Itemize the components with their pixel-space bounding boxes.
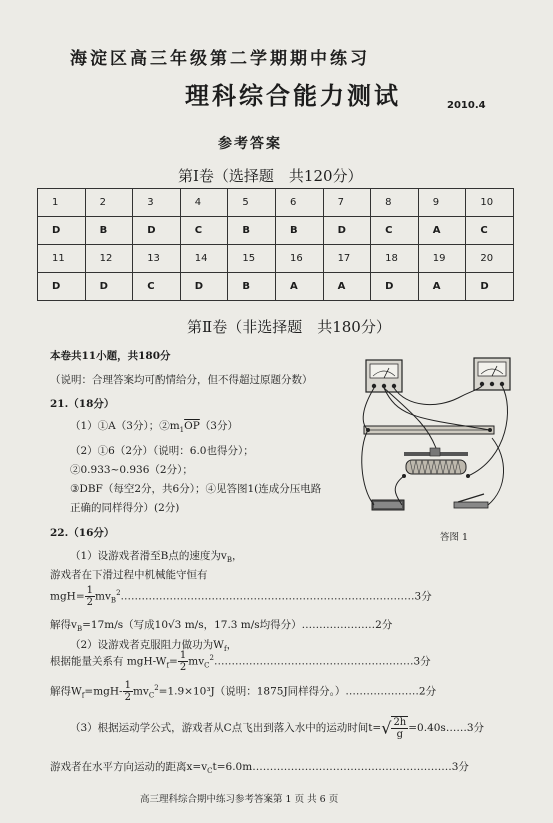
q21-line1-sub: 1: [179, 426, 185, 435]
q22-p1: [70, 548, 242, 564]
table-cell: B: [228, 273, 276, 301]
battery-icon: [372, 500, 404, 510]
q22-eq1-sub: B: [110, 596, 117, 605]
fraction-denominator: 2: [86, 597, 94, 608]
fraction-denominator: g: [396, 729, 404, 740]
q22-p4: [70, 716, 484, 740]
table-cell: 12: [85, 245, 133, 273]
fraction-numerator: 1: [86, 585, 94, 596]
table-cell: A: [275, 273, 323, 301]
table-row: [38, 217, 514, 245]
q22-eq1: [50, 585, 432, 608]
table-cell: 10: [466, 189, 514, 217]
ammeter-icon: [474, 358, 510, 390]
school-title: 海淀区高三年级第二学期期中练习: [70, 49, 370, 69]
q22-p3-text: （2）设游戏者克服阻力做功为W: [70, 639, 224, 651]
section1-title: 第Ⅰ卷（选择题 共120分）: [178, 167, 363, 185]
q22-sol1-text: 解得v: [50, 619, 77, 631]
q22-eq1-right: mv: [95, 590, 111, 603]
q21-line1: [70, 418, 238, 434]
q22-sol2-sup: 2: [154, 684, 159, 692]
table-cell: D: [371, 273, 419, 301]
circuit-wires: [362, 386, 508, 505]
q22-eq1-dots: …………………………………………………………………………3分: [120, 590, 432, 603]
section2-intro: 本卷共11小题，共180分: [50, 350, 171, 362]
switch-icon: [454, 494, 488, 508]
fraction-denominator: 2: [179, 662, 187, 673]
table-cell: D: [133, 217, 181, 245]
table-cell: A: [323, 273, 371, 301]
table-cell: A: [418, 217, 466, 245]
table-cell: A: [418, 273, 466, 301]
q22-p5-end: t=6.0m…………………………………………………3分: [212, 761, 469, 773]
q21-line1-end: （3分）: [199, 420, 238, 432]
table-cell: 4: [180, 189, 228, 217]
table-cell: 13: [133, 245, 181, 273]
table-cell: 18: [371, 245, 419, 273]
q22-eq2-mid: =: [169, 655, 178, 668]
q22-p3-end: ，: [226, 639, 238, 651]
fraction: [123, 680, 133, 703]
q22-sol1: [50, 617, 392, 633]
circuit-diagram: [358, 348, 518, 528]
q22-p3-sub: f: [223, 645, 227, 654]
q22-eq2-sup: 2: [209, 654, 214, 662]
fraction-numerator: 2h: [393, 717, 407, 728]
section2-title: 第Ⅱ卷（非选择题 共180分）: [187, 318, 391, 336]
page-footer: 高三理科综合期中练习参考答案第 1 页 共 6 页: [140, 794, 339, 805]
q22-eq1-sup: 2: [116, 589, 121, 597]
voltmeter-icon: [366, 360, 402, 392]
q21-label: 21.（18分）: [50, 398, 115, 410]
q22-sol2: [50, 680, 436, 703]
table-cell: C: [466, 217, 514, 245]
q22-sol2-rsub: C: [148, 691, 155, 700]
q22-sol2-right: mv: [132, 685, 149, 698]
rheostat-icon: [402, 448, 470, 478]
table-cell: B: [228, 217, 276, 245]
fraction-denominator: 2: [124, 692, 131, 703]
q21-line1-op: $\overline{OP}$: [184, 420, 200, 432]
q22-label: 22.（16分）: [50, 527, 115, 539]
table-cell: 9: [418, 189, 466, 217]
fraction: [85, 585, 95, 608]
table-cell: D: [323, 217, 371, 245]
fraction-numerator: 1: [179, 650, 187, 661]
table-cell: 7: [323, 189, 371, 217]
table-cell: C: [133, 273, 181, 301]
q22-p4-end: =0.40s……3分: [408, 722, 484, 734]
table-cell: 6: [275, 189, 323, 217]
table-cell: D: [85, 273, 133, 301]
q22-p1-text: （1）设游戏者滑至B点的速度为v: [70, 550, 227, 562]
q22-sol1-end: =17m/s（写成10√3 m/s，17.3 m/s均得分）…………………2分: [82, 619, 393, 631]
section2-note: （说明：合理答案均可酌情给分，但不得超过原题分数）: [50, 374, 313, 386]
exam-date: 2010.4: [447, 100, 486, 111]
q22-p5-sub: C: [207, 767, 213, 776]
answer-table: [37, 188, 514, 301]
fraction: [391, 716, 408, 740]
q22-sol2-end: =1.9×10³J（说明：1875J同样得分。）…………………2分: [158, 685, 437, 698]
table-cell: 3: [133, 189, 181, 217]
sqrt-icon: √: [381, 718, 392, 738]
q22-sol2-left: 解得W: [50, 685, 82, 698]
q22-eq2: [50, 650, 431, 673]
q22-eq2-rsub: C: [204, 661, 210, 670]
table-cell: 17: [323, 245, 371, 273]
table-cell: 14: [180, 245, 228, 273]
q21-line5: 正确的同样得分）(2分): [70, 502, 180, 514]
q22-eq2-right: mv: [188, 655, 205, 668]
table-cell: D: [38, 273, 86, 301]
table-cell: 2: [85, 189, 133, 217]
table-cell: D: [466, 273, 514, 301]
table-cell: 19: [418, 245, 466, 273]
q22-p4-text: （3）根据运动学公式，游戏者从C点飞出到落入水中的运动时间t=: [70, 722, 382, 734]
q22-p1-sub: B: [226, 556, 232, 565]
table-cell: 5: [228, 189, 276, 217]
q22-p5: [50, 759, 469, 775]
table-cell: C: [180, 217, 228, 245]
q21-line2: （2）①6（2分）（说明：6.0也得分）；: [70, 445, 254, 457]
q22-eq2-dots: …………………………………………………3分: [213, 655, 431, 668]
table-cell: 11: [38, 245, 86, 273]
table-cell: 8: [371, 189, 419, 217]
table-cell: 1: [38, 189, 86, 217]
q22-eq2-sub: f: [166, 661, 170, 670]
table-row: [38, 273, 514, 301]
figure-caption: 答图 1: [440, 532, 469, 543]
answers-title: 参考答案: [218, 136, 282, 152]
q22-eq1-left: mgH=: [50, 590, 85, 603]
q21-line4: ③DBF（每空2分，共6分）；④见答图1(连成分压电路: [70, 483, 322, 495]
q22-p5-text: 游戏者在水平方向运动的距离x=v: [50, 761, 208, 773]
table-row: [38, 245, 514, 273]
table-cell: D: [180, 273, 228, 301]
q21-line1-text: （1）①A（3分）；②m: [70, 420, 180, 432]
q22-sol2-mid: =mgH-: [84, 685, 123, 698]
table-cell: B: [275, 217, 323, 245]
table-cell: D: [38, 217, 86, 245]
table-cell: C: [371, 217, 419, 245]
q22-eq2-left: 根据能量关系有 mgH-W: [50, 655, 167, 668]
q22-sol1-sub: B: [76, 625, 83, 634]
fraction-numerator: 1: [124, 680, 131, 691]
q21-line3: ②0.933~0.936（2分）；: [70, 464, 193, 476]
q22-sol2-sub: f: [81, 691, 85, 700]
fraction: [178, 650, 188, 673]
exam-title: 理科综合能力测试: [185, 81, 401, 110]
q22-p2: 游戏者在下滑过程中机械能守恒有: [50, 569, 208, 581]
table-cell: 16: [275, 245, 323, 273]
table-cell: 20: [466, 245, 514, 273]
q22-p1-end: ，: [231, 550, 243, 562]
table-cell: 15: [228, 245, 276, 273]
table-row: [38, 189, 514, 217]
table-cell: B: [85, 217, 133, 245]
